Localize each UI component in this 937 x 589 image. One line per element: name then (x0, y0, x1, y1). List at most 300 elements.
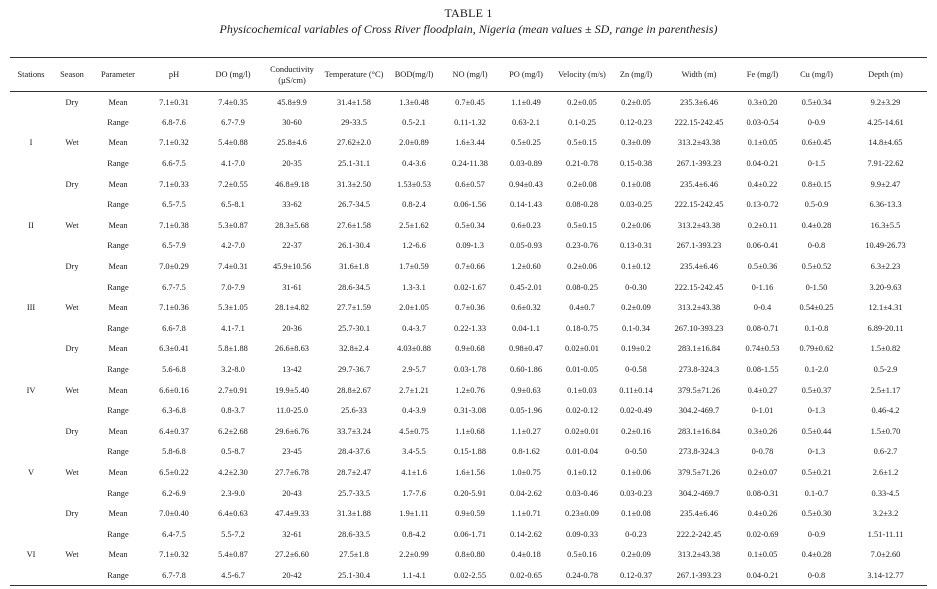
table-cell: 0-1.01 (751, 406, 774, 416)
table-cell: Wet (65, 138, 79, 148)
table-cell: 0.5±0.16 (567, 550, 597, 560)
table-cell: 3.2±3.2 (872, 509, 899, 519)
table-row (10, 503, 927, 524)
table-cell (52, 400, 92, 421)
table-cell: 1.9±1.11 (399, 509, 429, 519)
table-cell: 7.4±0.35 (218, 97, 248, 107)
table-cell: 0.11-1.32 (454, 117, 486, 127)
table-cell: Mean (108, 138, 128, 148)
table-cell: 0-1.50 (805, 282, 828, 292)
table-cell: 29.6±6.76 (275, 426, 309, 436)
table-cell: 6.89-20.11 (867, 323, 904, 333)
table-cell: 0.08-0.25 (565, 282, 599, 292)
table-cell: 0.2±0.06 (567, 262, 597, 272)
table-cell: 0.12-0.23 (619, 117, 653, 127)
table-cell: 0.2±0.05 (567, 97, 597, 107)
table-cell: Range (107, 529, 129, 539)
table-header (10, 58, 927, 92)
table-row (10, 277, 927, 298)
table-cell: Mean (108, 467, 128, 477)
table-cell: 6.5±0.22 (159, 467, 189, 477)
table-cell (10, 236, 52, 257)
table-cell: 6.7-7.8 (162, 570, 186, 580)
table-cell: 26.7-34.5 (337, 200, 371, 210)
table-cell: 304.2-469.7 (678, 406, 720, 416)
table-cell: 25.6-33 (341, 406, 367, 416)
table-cell: 0.4±0.27 (747, 385, 778, 395)
table-cell (52, 153, 92, 174)
table-cell: 0-1.3 (807, 406, 826, 416)
table-cell (10, 483, 52, 504)
table-cell: 313.2±43.38 (677, 220, 721, 230)
table-cell: 28.1±4.82 (275, 303, 309, 313)
table-cell (10, 359, 52, 380)
table-cell (10, 194, 52, 215)
table-cell: 25.1-31.1 (337, 159, 371, 169)
table-cell: 0.45-2.01 (509, 282, 543, 292)
table-cell: 0.1±0.05 (747, 138, 778, 148)
table-cell: 313.2±43.38 (677, 138, 721, 148)
table-cell: 33-62 (282, 200, 302, 210)
table-cell: 0-0.58 (625, 365, 647, 375)
table-cell: 6.4±0.37 (159, 426, 189, 436)
table-cell: Range (107, 570, 129, 580)
table-cell: Dry (65, 509, 79, 519)
table-cell: 28.6-34.5 (337, 282, 371, 292)
table-cell: Dry (65, 97, 79, 107)
table-cell: 6.3-6.8 (162, 406, 186, 416)
table-cell (10, 174, 52, 195)
table-cell: 0.22-1.33 (453, 323, 487, 333)
table-row (10, 153, 927, 174)
table-cell: 0.4±0.22 (747, 179, 778, 189)
table-cell: Dry (65, 262, 79, 272)
table-cell: 0.02-0.12 (565, 406, 599, 416)
table-cell: 1.6±1.56 (455, 467, 485, 477)
table-row (10, 524, 927, 545)
table-cell: 0.5-0.9 (804, 200, 829, 210)
table-cell: 0.13-0.31 (619, 241, 653, 251)
table-cell: 267.1-393.23 (676, 159, 722, 169)
column-header: Fe (mg/l) (746, 70, 779, 79)
table-cell: 2.0±1.05 (399, 303, 429, 313)
table-cell: Range (107, 282, 129, 292)
table-cell: 0.5±0.37 (801, 385, 832, 395)
table-cell: 0.8-3.7 (221, 406, 245, 416)
table-cell: 9.2±3.29 (870, 97, 901, 107)
table-cell: 0.5±0.34 (455, 220, 485, 230)
table-cell: 283.1±16.84 (677, 426, 721, 436)
table-cell: 0.08-0.28 (565, 200, 599, 210)
table-cell: 0.2±0.07 (747, 467, 778, 477)
table-cell: 0.6±0.23 (511, 220, 541, 230)
table-title: TABLE 1 (444, 6, 493, 20)
table-cell: 27.62±2.0 (337, 138, 371, 148)
table-cell: 0.1±0.08 (621, 179, 651, 189)
table-cell: 20-35 (282, 159, 302, 169)
table-cell: 0-0.9 (807, 117, 826, 127)
table-cell: 6.6±0.16 (159, 385, 189, 395)
table-cell: 0.9±0.59 (455, 509, 485, 519)
table-cell: 28.3±5.68 (275, 220, 309, 230)
table-cell: 379.5±71.26 (677, 467, 721, 477)
table-cell: 0.19±0.2 (621, 344, 651, 354)
table-cell: 1.2-6.6 (402, 241, 426, 251)
table-cell: 2.7±0.91 (218, 385, 248, 395)
table-cell: 0.74±0.53 (745, 344, 780, 354)
table-cell: 0.06-0.41 (746, 241, 779, 251)
table-cell (52, 524, 92, 545)
table-cell: 5.6-6.8 (162, 365, 186, 375)
table-cell: 5.5-7.2 (221, 529, 245, 539)
table-cell: 23-45 (282, 447, 302, 457)
table-row (10, 421, 927, 442)
table-cell: 0.2±0.09 (621, 550, 651, 560)
table-cell: 28.6-33.5 (337, 529, 371, 539)
table-cell: 0.9±0.63 (511, 385, 541, 395)
table-cell: 0.7±0.45 (455, 97, 485, 107)
table-cell: 6.4-7.5 (162, 529, 186, 539)
table-cell: 0.5-8.7 (221, 447, 245, 457)
table-cell: 235.4±6.46 (679, 509, 719, 519)
table-cell: Range (107, 406, 129, 416)
column-header: NO (mg/l) (452, 70, 488, 79)
table-cell: 1.7±0.59 (399, 262, 429, 272)
table-cell (10, 256, 52, 277)
table-cell: 0-0.4 (753, 303, 772, 313)
column-header: BOD(mg/l) (394, 70, 434, 79)
table-cell: II (28, 220, 34, 230)
table-cell (52, 277, 92, 298)
table-cell: 0-0.8 (807, 570, 826, 580)
table-cell: Mean (108, 220, 128, 230)
table-cell: 222.15-242.45 (674, 117, 724, 127)
table-cell: 0.54±0.25 (799, 303, 834, 313)
table-cell: 1.3±0.48 (399, 97, 429, 107)
table-row (10, 400, 927, 421)
column-header: DO (mg/l) (215, 70, 251, 79)
table-cell: 0.23±0.09 (565, 509, 599, 519)
table-cell: 0.8-4.2 (402, 529, 426, 539)
table-cell: 235.4±6.46 (679, 179, 719, 189)
table-cell: 3.14-12.77 (867, 570, 904, 580)
table-cell: 283.1±16.84 (677, 344, 721, 354)
table-cell (10, 112, 52, 133)
column-header: Season (60, 70, 84, 79)
table-cell: 32-61 (282, 529, 302, 539)
table-cell: 2.0±0.89 (399, 138, 429, 148)
table-cell: 0.08-0.31 (746, 488, 779, 498)
table-cell: 0.01-0.04 (565, 447, 599, 457)
table-cell: 47.4±9.33 (275, 509, 309, 519)
table-cell: 12.1±4.31 (868, 303, 903, 313)
table-cell: Range (107, 159, 129, 169)
table-cell: 20-36 (282, 323, 302, 333)
table-cell: 0.24-0.78 (565, 570, 599, 580)
table-cell: 27.2±6.60 (275, 550, 309, 560)
table-cell: 313.2±43.38 (677, 303, 721, 313)
table-cell: 0.24-11.38 (452, 159, 488, 169)
table-cell: 1.6±3.44 (455, 138, 485, 148)
table-cell: 7.0-7.9 (221, 282, 245, 292)
column-header: Temperature (°C) (324, 70, 384, 79)
table-cell: 4.1±1.6 (401, 467, 427, 477)
table-cell: 0.01-0.05 (565, 365, 599, 375)
table-cell: 1.1-4.1 (402, 570, 426, 580)
table-cell: 6.5-8.1 (221, 200, 245, 210)
table-cell: 0.98±0.47 (509, 344, 543, 354)
table-row (10, 92, 927, 113)
table-row (10, 112, 927, 133)
table-cell: Range (107, 447, 129, 457)
table-cell: 3.4-5.5 (402, 447, 426, 457)
table-cell: 0.4-3.6 (402, 159, 426, 169)
table-cell: 6.6-7.8 (162, 323, 186, 333)
table-cell: 31.3±2.50 (337, 179, 371, 189)
table-cell: 0.21-0.78 (565, 159, 599, 169)
table-cell: 0.4±0.26 (747, 509, 778, 519)
table-cell: 267.1-393.23 (676, 241, 722, 251)
table-cell: 2.5±1.17 (870, 385, 901, 395)
table-cell: 0.12-0.37 (619, 570, 653, 580)
table-cell: 0.06-1.56 (453, 200, 487, 210)
table-cell: 235.3±6.46 (679, 97, 719, 107)
table-cell: 0.4±0.28 (801, 550, 832, 560)
table-cell (52, 318, 92, 339)
table-cell: 33.7±3.24 (337, 426, 371, 436)
table-cell: 0.63-2.1 (512, 117, 540, 127)
table-cell: 222.15-242.45 (674, 282, 724, 292)
table-cell: 45.9±10.56 (272, 262, 312, 272)
table-cell: Dry (65, 179, 79, 189)
table-cell: 0.5±0.34 (801, 97, 832, 107)
table-cell: 7.91-22.62 (867, 159, 904, 169)
table-row (10, 297, 927, 318)
table-cell: 0.1±0.08 (621, 509, 651, 519)
table-cell: Wet (65, 550, 79, 560)
table-cell: 19.9±5.40 (275, 385, 309, 395)
table-cell: Dry (65, 344, 79, 354)
table-cell: 0.3±0.09 (621, 138, 651, 148)
table-cell: 0.3±0.26 (747, 426, 778, 436)
table-cell: 0.08-0.71 (746, 323, 779, 333)
table-cell: 31-61 (282, 282, 302, 292)
table-cell (10, 421, 52, 442)
table-cell: Mean (108, 509, 128, 519)
table-cell: 30-60 (282, 117, 302, 127)
column-header: pH (168, 70, 180, 79)
table-cell: 0.6±0.45 (801, 138, 832, 148)
table-cell: Range (107, 365, 129, 375)
column-header: Width (m) (681, 70, 717, 79)
table-row (10, 318, 927, 339)
table-cell: 0.8±0.15 (801, 179, 832, 189)
table-cell: 29-33.5 (341, 117, 367, 127)
table-row (10, 462, 927, 483)
table-cell: 5.8-6.8 (162, 447, 186, 457)
table-cell: 0.7±0.36 (455, 303, 485, 313)
table-cell (52, 194, 92, 215)
table-cell: 0.5±0.30 (801, 509, 832, 519)
table-cell: 0.03-0.89 (509, 159, 543, 169)
table-cell: 0.5±0.52 (801, 262, 832, 272)
table-row (10, 545, 927, 566)
table-cell: 0.60-1.86 (509, 365, 543, 375)
table-cell: 6.5-7.5 (162, 200, 186, 210)
table-cell: 1.1±0.49 (511, 97, 541, 107)
table-cell: 4.5±0.75 (399, 426, 429, 436)
table-cell: 0.1±0.05 (747, 550, 778, 560)
table-cell: 0.03-0.25 (619, 200, 653, 210)
table-cell: 7.1±0.31 (159, 97, 189, 107)
table-cell: 25.7-30.1 (337, 323, 371, 333)
table-cell: 6.7-7.9 (221, 117, 245, 127)
table-cell: 4.25-14.61 (867, 117, 904, 127)
table-cell: 222.2-242.45 (676, 529, 722, 539)
table-cell: 0-1.3 (807, 447, 826, 457)
table-cell: 0.1-2.0 (804, 365, 829, 375)
table-cell: 7.0±2.60 (870, 550, 901, 560)
table-cell: 22-37 (282, 241, 302, 251)
table-cell: Range (107, 323, 129, 333)
table-cell: 379.5±71.26 (677, 385, 721, 395)
table-cell: Range (107, 200, 129, 210)
table-cell: 28.4-37.6 (337, 447, 371, 457)
table-cell: 1.53±0.53 (397, 179, 431, 189)
table-cell (52, 442, 92, 463)
table-cell: 0.46-4.2 (871, 406, 900, 416)
table-cell: 0.02-1.67 (453, 282, 487, 292)
table-cell: 7.2±0.55 (218, 179, 248, 189)
table-cell: 2.7±1.21 (399, 385, 429, 395)
table-cell: 0.14-2.62 (509, 529, 543, 539)
table-cell: 0.4±0.28 (801, 220, 832, 230)
table-cell: 0.79±0.62 (799, 344, 834, 354)
table-cell: 5.3±1.05 (218, 303, 248, 313)
column-header: Zn (mg/l) (619, 70, 653, 79)
table-cell: 0-1.5 (807, 159, 826, 169)
table-cell: Dry (65, 426, 79, 436)
table-cell: 0.09-0.33 (565, 529, 599, 539)
table-cell: 0.03-0.23 (619, 488, 653, 498)
table-cell: 0-0.78 (751, 447, 774, 457)
table-cell: 0.08-1.55 (746, 365, 779, 375)
table-cell: 20-42 (282, 570, 302, 580)
table-cell (52, 565, 92, 586)
table-cell: 0-0.50 (625, 447, 647, 457)
table-row (10, 133, 927, 154)
table-subtitle: Physicochemical variables of Cross River floodplain, Nigeria (mean values ± SD, range in parenthesis) (219, 22, 718, 36)
table-cell: 0.02±0.01 (565, 426, 599, 436)
table-row (10, 565, 927, 586)
table-cell: 0.7±0.66 (455, 262, 485, 272)
table-cell: 0.15-1.88 (453, 447, 487, 457)
table-cell: 0.1-0.34 (622, 323, 650, 333)
table-cell: 7.1±0.32 (159, 138, 189, 148)
table-cell: IV (26, 385, 36, 395)
table-cell: 0.04-0.21 (746, 159, 779, 169)
table-cell: 5.4±0.88 (218, 138, 248, 148)
table-cell (52, 359, 92, 380)
table-cell: 7.1±0.33 (159, 179, 189, 189)
table-cell: Wet (65, 303, 79, 313)
table-cell: Mean (108, 262, 128, 272)
table-cell: 0.2±0.05 (621, 97, 651, 107)
table-cell: 0.04-1.1 (512, 323, 540, 333)
table-cell: 6.5-7.9 (162, 241, 186, 251)
table-cell: Mean (108, 550, 128, 560)
table-cell: 267.10-393.23 (674, 323, 724, 333)
table-cell: 273.8-324.3 (678, 365, 720, 375)
table-cell: 0.8-1.62 (512, 447, 540, 457)
table-cell: 4.2-7.0 (221, 241, 245, 251)
table-cell: I (29, 138, 33, 148)
table-cell: Mean (108, 179, 128, 189)
table-cell: VI (26, 550, 36, 560)
table-cell: 45.8±9.9 (277, 97, 307, 107)
table-cell: 2.6±1.2 (872, 467, 899, 477)
table-cell: Mean (108, 97, 128, 107)
table-cell: 0.2±0.08 (567, 179, 597, 189)
table-cell: 0.8-2.4 (402, 200, 426, 210)
table-cell: 7.1±0.32 (159, 550, 189, 560)
table-cell: 1.2±0.60 (511, 262, 541, 272)
table-cell: 9.9±2.47 (870, 179, 901, 189)
table-cell: 0.11±0.14 (619, 385, 653, 395)
table-cell: 1.3-3.1 (402, 282, 426, 292)
table-cell: 267.1-393.23 (676, 570, 722, 580)
table-cell: V (27, 467, 35, 477)
table-cell: 0.5-2.1 (402, 117, 426, 127)
table-cell: 0.4±0.7 (569, 303, 595, 313)
table-cell: 25.1-30.4 (337, 570, 371, 580)
table-cell: III (26, 303, 36, 313)
table-cell (10, 339, 52, 360)
table-cell: 0.02±0.01 (565, 344, 599, 354)
table-cell: 6.2-6.9 (162, 488, 186, 498)
table-cell: 0.9±0.68 (455, 344, 485, 354)
table-cell: 0.03-1.78 (453, 365, 487, 375)
table-cell (10, 442, 52, 463)
table-cell: 0.03-0.46 (565, 488, 599, 498)
table-cell: 5.3±0.87 (218, 220, 248, 230)
table-cell: 273.8-324.3 (678, 447, 720, 457)
table-cell: Mean (108, 426, 128, 436)
table-cell: 14.8±4.65 (868, 138, 903, 148)
table-cell (10, 92, 52, 113)
table-row (10, 194, 927, 215)
table-cell: 0.6±0.57 (455, 179, 485, 189)
table-cell: 7.0±0.29 (159, 262, 189, 272)
table-cell: 0.33-4.5 (871, 488, 900, 498)
table-cell: 0-0.23 (625, 529, 647, 539)
table-cell: 0.23-0.76 (565, 241, 599, 251)
table-cell: 46.8±9.18 (275, 179, 309, 189)
table-cell: 7.0±0.40 (159, 509, 189, 519)
table-cell (52, 483, 92, 504)
table-cell: 25.7-33.5 (337, 488, 371, 498)
table-cell: 1.5±0.82 (870, 344, 901, 354)
column-header: Conductivity (µS/cm) (270, 64, 314, 85)
table-cell: 0.6-2.7 (873, 447, 898, 457)
table-cell: 0.5±0.44 (801, 426, 832, 436)
table-cell: 0.02-0.49 (619, 406, 653, 416)
table-cell: 3.20-9.63 (869, 282, 902, 292)
table-cell: 0-0.9 (807, 529, 826, 539)
table-cell: 31.6±1.8 (339, 262, 369, 272)
table-cell: 29.7-36.7 (337, 365, 371, 375)
table-cell (10, 400, 52, 421)
